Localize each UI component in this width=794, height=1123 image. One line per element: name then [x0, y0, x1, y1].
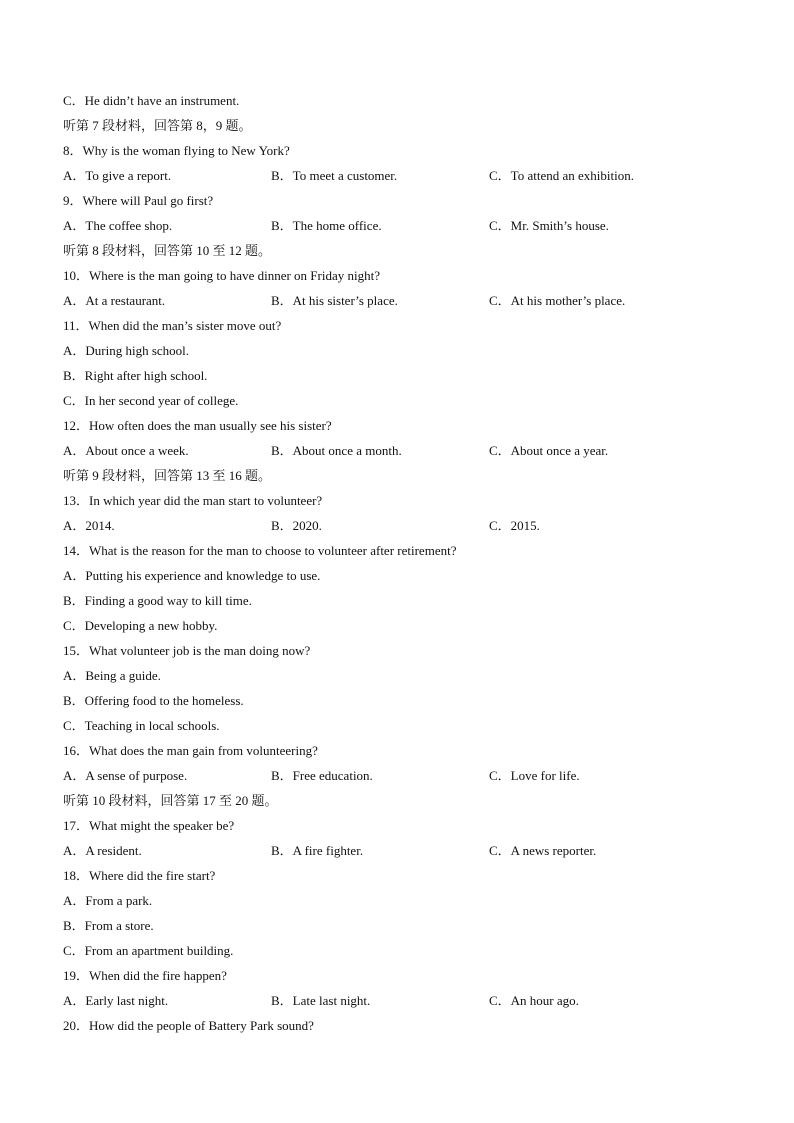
option-a: A．2014. — [63, 518, 115, 533]
question-text: 9．Where will Paul go first? — [63, 193, 214, 208]
question-text: 15．What volunteer job is the man doing now? — [63, 643, 311, 658]
option-b: B．To meet a customer. — [271, 168, 398, 183]
answer-options-row — [63, 163, 743, 188]
question-text: 16．What does the man gain from volunteering? — [63, 743, 318, 758]
answer-options-row — [63, 438, 743, 463]
option-a: A．The coffee shop. — [63, 218, 173, 233]
question-text: 14．What is the reason for the man to choose to volunteer after retirement? — [63, 543, 457, 558]
answer-options-row — [63, 513, 743, 538]
answer-option: A．Being a guide. — [63, 668, 161, 683]
option-a: A．A resident. — [63, 843, 142, 858]
option-c: C．Love for life. — [489, 768, 580, 783]
question-text: 11．When did the man’s sister move out? — [63, 318, 282, 333]
option-b: B．Late last night. — [271, 993, 371, 1008]
question-text: 13．In which year did the man start to volunteer? — [63, 493, 323, 508]
option-b: B．Free education. — [271, 768, 373, 783]
option-c: C．To attend an exhibition. — [489, 168, 634, 183]
option-a: A．A sense of purpose. — [63, 768, 188, 783]
question-text: 20．How did the people of Battery Park sound? — [63, 1018, 314, 1033]
exam-page — [63, 88, 743, 1038]
question-text: 10．Where is the man going to have dinner on Friday night? — [63, 268, 380, 283]
answer-option: A．Putting his experience and knowledge to use. — [63, 568, 321, 583]
section-instruction: 听第 9 段材料，回答第 13 至 16 题。 — [63, 468, 272, 483]
question-text: 18．Where did the fire start? — [63, 868, 216, 883]
question-text: 8．Why is the woman flying to New York? — [63, 143, 290, 158]
option-c: C．At his mother’s place. — [489, 293, 626, 308]
question-text: 19．When did the fire happen? — [63, 968, 227, 983]
option-b: B．The home office. — [271, 218, 382, 233]
question-text: 17．What might the speaker be? — [63, 818, 235, 833]
answer-options-row — [63, 288, 743, 313]
answer-option: A．During high school. — [63, 343, 190, 358]
answer-option: B．From a store. — [63, 918, 154, 933]
answer-option: C．Teaching in local schools. — [63, 718, 220, 733]
option-a: A．About once a week. — [63, 443, 189, 458]
answer-options-row — [63, 838, 743, 863]
option-b: B．2020. — [271, 518, 322, 533]
option-b: B．A fire fighter. — [271, 843, 364, 858]
section-instruction: 听第 7 段材料，回答第 8，9 题。 — [63, 118, 252, 133]
option-a: A．To give a report. — [63, 168, 172, 183]
answer-option: B．Right after high school. — [63, 368, 208, 383]
answer-option: C．From an apartment building. — [63, 943, 234, 958]
option-a: A．At a restaurant. — [63, 293, 166, 308]
option-c: C．Mr. Smith’s house. — [489, 218, 609, 233]
answer-option: C．In her second year of college. — [63, 393, 239, 408]
option-a: A．Early last night. — [63, 993, 169, 1008]
section-instruction: 听第 10 段材料，回答第 17 至 20 题。 — [63, 793, 278, 808]
answer-option: C．He didn’t have an instrument. — [63, 93, 240, 108]
answer-options-row — [63, 763, 743, 788]
option-c: C．An hour ago. — [489, 993, 579, 1008]
answer-options-row — [63, 988, 743, 1013]
section-instruction: 听第 8 段材料，回答第 10 至 12 题。 — [63, 243, 272, 258]
answer-option: B．Finding a good way to kill time. — [63, 593, 252, 608]
question-text: 12．How often does the man usually see his sister? — [63, 418, 332, 433]
answer-option: A．From a park. — [63, 893, 153, 908]
option-b: B．About once a month. — [271, 443, 402, 458]
answer-option: C．Developing a new hobby. — [63, 618, 218, 633]
option-b: B．At his sister’s place. — [271, 293, 398, 308]
option-c: C．A news reporter. — [489, 843, 597, 858]
option-c: C．About once a year. — [489, 443, 609, 458]
option-c: C．2015. — [489, 518, 540, 533]
answer-option: B．Offering food to the homeless. — [63, 693, 244, 708]
answer-options-row — [63, 213, 743, 238]
